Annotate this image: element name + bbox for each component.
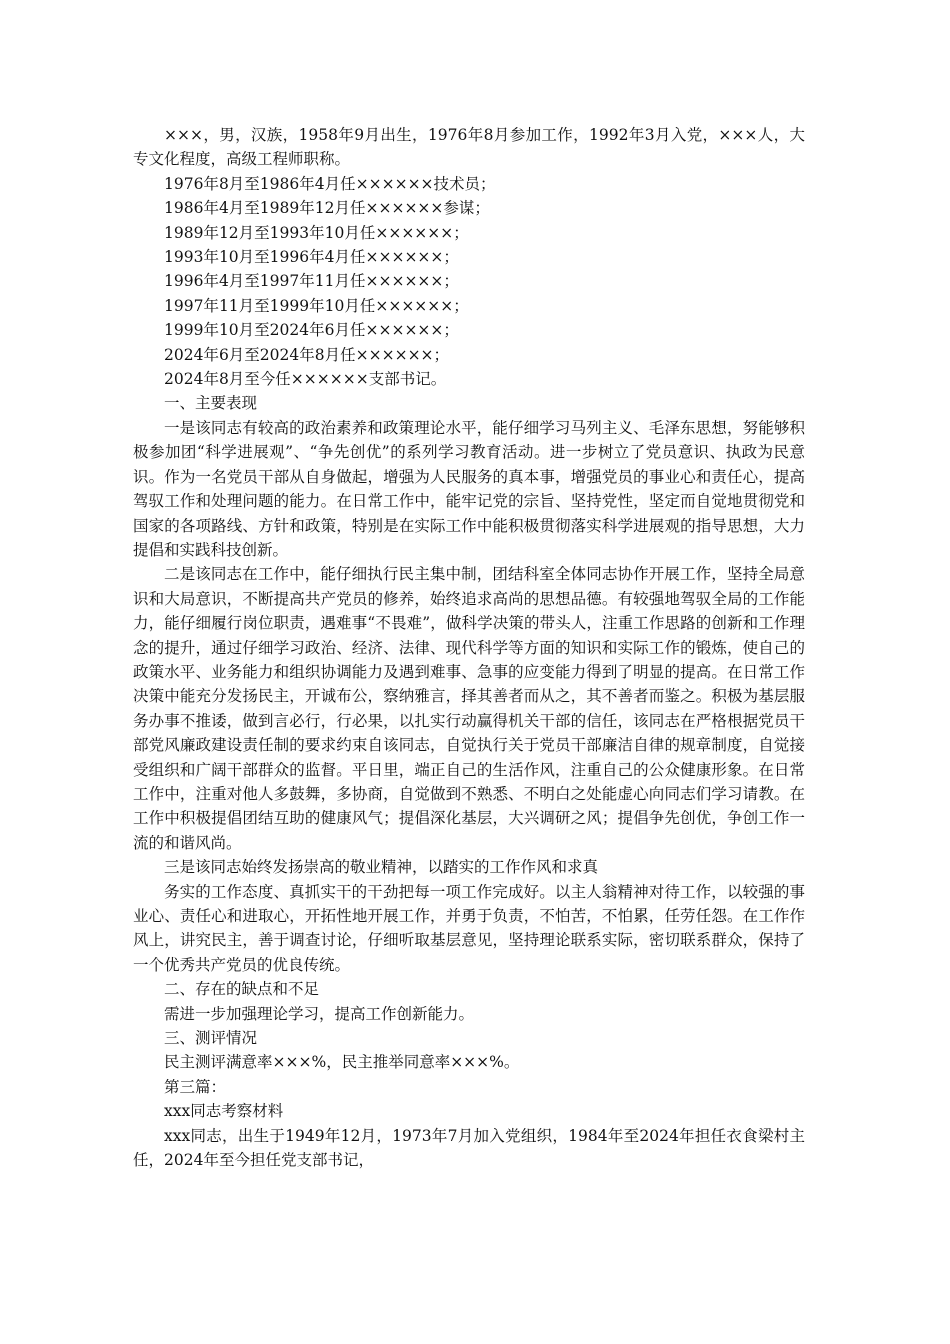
career-item: 2024年6月至2024年8月任××××××； <box>164 345 450 364</box>
profile-paragraph: ×××，男，汉族，1958年9月出生，1976年8月参加工作，1992年3月入党，×××人，大专文化程度，高级工程师职称。 <box>133 126 805 169</box>
part-heading: 第三篇： <box>164 1077 227 1096</box>
document-title: xxx同志考察材料 <box>164 1102 284 1121</box>
career-item: 2024年8月至今任××××××支部书记。 <box>164 370 447 389</box>
career-item: 1989年12月至1993年10月任××××××； <box>164 223 469 242</box>
body-paragraph: 一是该同志有较高的政治素养和政策理论水平，能仔细学习马列主义、毛泽东思想，努能够积极参加团“科学进展观”、“争先创优”的系列学习教育活动。进一步树立了党员意识、执政为民意识。作为一名党员干部从自身做起，增强为人民服务的真本事，增强党员的事业心和责任心，提高驾驭工作和处理问题的能力。在日常工作中，能牢记党的宗旨、坚持党性，坚定而自觉地贯彻党和国家的各项路线、方针和政策，特别是在实际工作中能积极贯彻落实科学进展观的指导思想，大力提倡和实践科技创新。 <box>133 418 805 559</box>
career-item: 1999年10月至2024年6月任××××××； <box>164 321 459 340</box>
career-item: 1996年4月至1997年11月任××××××； <box>164 272 459 291</box>
body-paragraph: 民主测评满意率×××%，民主推举同意率×××%。 <box>164 1053 520 1072</box>
career-item: 1976年8月至1986年4月任××××××技术员； <box>164 174 496 193</box>
career-item: 1997年11月至1999年10月任××××××； <box>164 296 469 315</box>
body-paragraph: 务实的工作态度、真抓实干的干劲把每一项工作完成好。以主人翁精神对待工作，以较强的事业心、责任心和进取心，开拓性地开展工作，并勇于负责，不怕苦，不怕累，任劳任怨。在工作作风上，讲究民主，善于调查讨论，仔细听取基层意见，坚持理论联系实际，密切联系群众，保持了一个优秀共产党员的优良传统。 <box>133 882 805 974</box>
section-heading-evaluation: 三、测评情况 <box>164 1029 258 1048</box>
body-paragraph: xxx同志，出生于1949年12月，1973年7月加入党组织，1984年至2024年担任衣食梁村主任，2024年至今担任党支部书记， <box>133 1126 805 1170</box>
body-paragraph: 需进一步加强理论学习，提高工作创新能力。 <box>164 1004 475 1023</box>
section-heading-shortcomings: 二、存在的缺点和不足 <box>164 980 320 999</box>
body-paragraph: 二是该同志在工作中，能仔细执行民主集中制，团结科室全体同志协作开展工作，坚持全局意识和大局意识，不断提高共产党员的修养，始终追求高尚的思想品德。有较强地驾驭全局的工作能力，能仔细履行岗位职责，遇难事“不畏难”，做科学决策的带头人，注重工作思路的创新和工作理念的提升，通过仔细学习政治、经济、法律、现代科学等方面的知识和实际工作的锻炼，使自己的政策水平、业务能力和组织协调能力及遇到难事、急事的应变能力得到了明显的提高。在日常工作决策中能充分发扬民主，开诚布公，察纳雅言，择其善者而从之，其不善者而鉴之。积极为基层服务办事不推诿，做到言必行，行必果，以扎实行动赢得机关干部的信任，该同志在严格根据党员干部党风廉政建设责任制的要求约束自该同志，自觉执行关于党员干部廉洁自律的规章制度，自觉接受组织和广阔干部群众的监督。平日里，端正自己的生活作风，注重自己的公众健康形象。在日常工作中，注重对他人多鼓舞，多协商，自觉做到不熟悉、不明白之处能虚心向同志们学习请教。在工作中积极提倡团结互助的健康风气；提倡深化基层，大兴调研之风；提倡争先创优，争创工作一流的和谐风尚。 <box>133 565 805 852</box>
career-item: 1986年4月至1989年12月任××××××参谋； <box>164 199 490 218</box>
career-item: 1993年10月至1996年4月任××××××； <box>164 248 459 267</box>
document-body <box>133 123 805 1172</box>
body-paragraph: 三是该同志始终发扬崇高的敬业精神，以踏实的工作作风和求真 <box>164 858 599 877</box>
section-heading-main-performance: 一、主要表现 <box>164 394 258 413</box>
